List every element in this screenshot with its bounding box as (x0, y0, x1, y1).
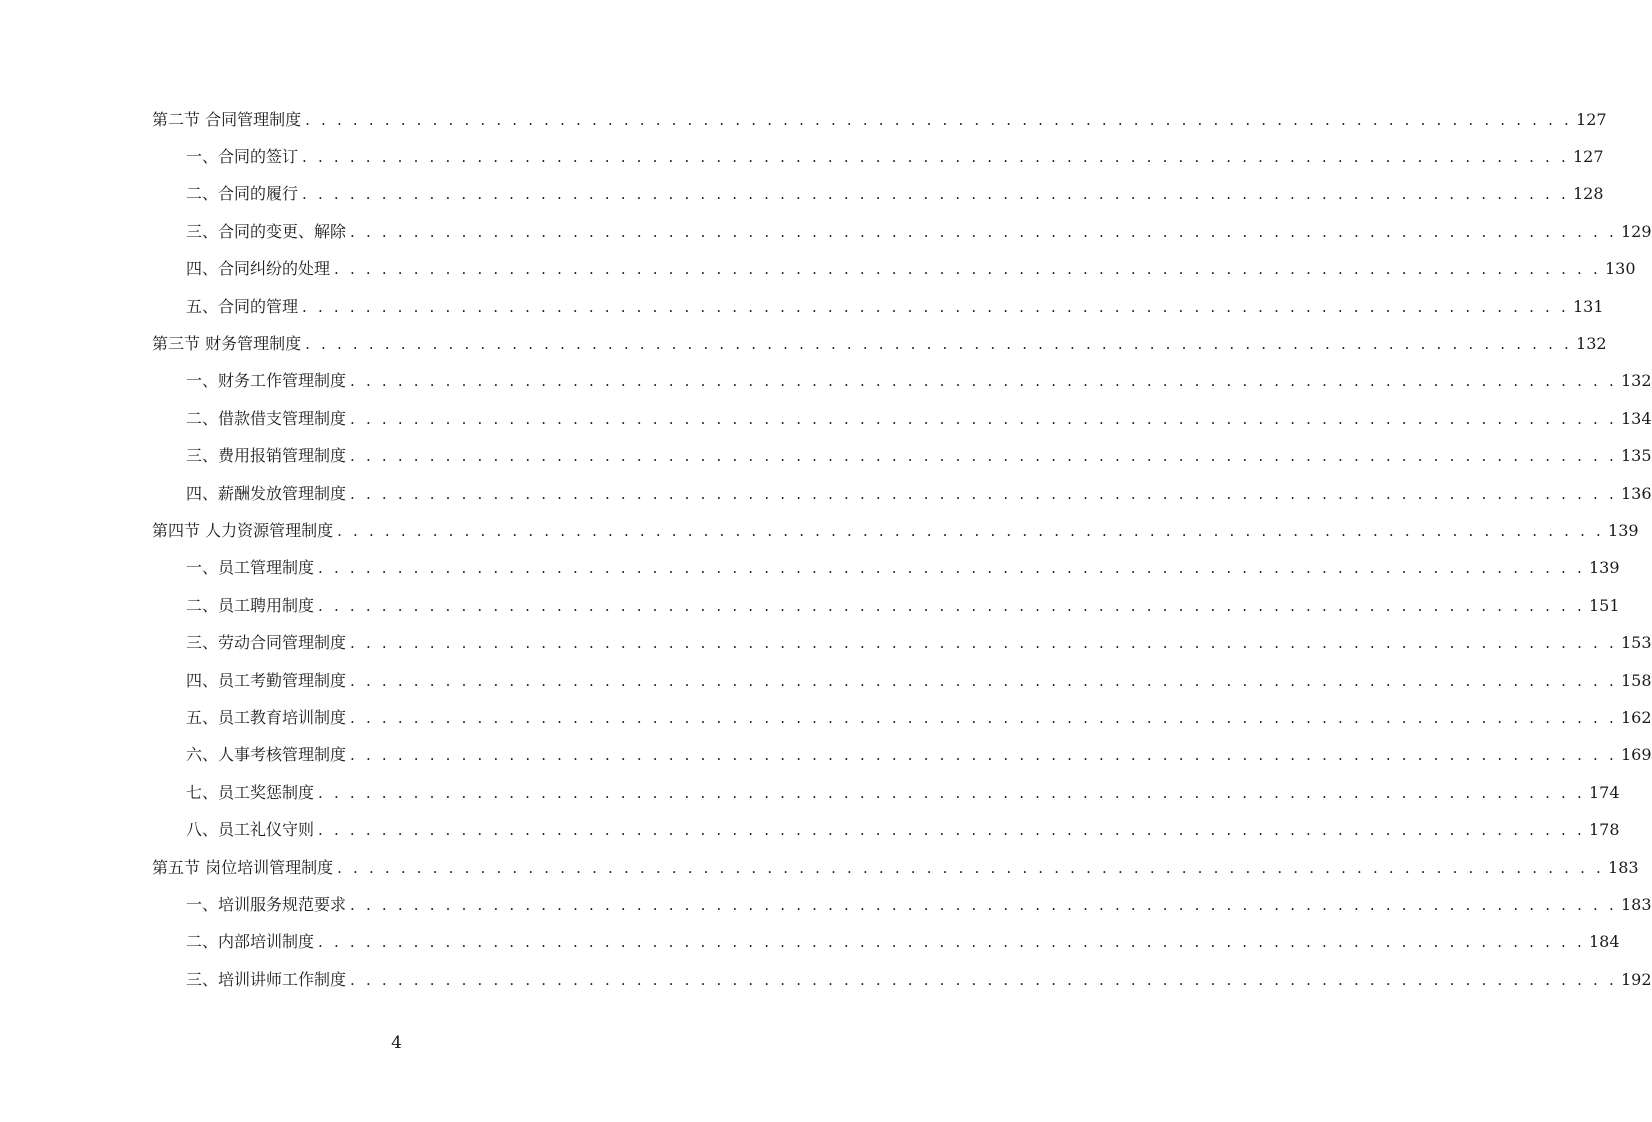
toc-entry-label: 三、费用报销管理制度 (186, 446, 347, 466)
toc-page-number: 139 (1608, 520, 1639, 540)
toc-page-number: 192 (1620, 969, 1652, 989)
toc-entry-label: 第三节 财务管理制度 (152, 334, 302, 354)
toc-leader-dots: . . . . . . . . . . . . . . . . . . . . . . . . . . . . . . . . . . . . . . . . . . . . . . . . . . . . . . . . . . . . . . . . . . . . . . . . . . . . . . . . (350, 671, 1617, 690)
toc-section-row[interactable] (0, 512, 1639, 549)
toc-page-number: 136 (1620, 483, 1652, 503)
toc-entry-label: 一、员工管理制度 (186, 558, 315, 578)
toc-leader-dots: . . . . . . . . . . . . . . . . . . . . . . . . . . . . . . . . . . . . . . . . . . . . . . . . . . . . . . . . . . . . . . . . . . . . . . . . . . . . . . . . (318, 596, 1585, 615)
page-number: 4 (391, 1033, 402, 1053)
toc-leader-dots: . . . . . . . . . . . . . . . . . . . . . . . . . . . . . . . . . . . . . . . . . . . . . . . . . . . . . . . . . . . . . . . . . . . . . . . . . . . . . . . . (318, 933, 1585, 952)
toc-entry-label: 五、员工教育培训制度 (186, 707, 347, 727)
toc-page-number: 153 (1620, 633, 1652, 653)
toc-entry-label: 二、借款借支管理制度 (186, 408, 347, 428)
toc-leader-dots: . . . . . . . . . . . . . . . . . . . . . . . . . . . . . . . . . . . . . . . . . . . . . . . . . . . . . . . . . . . . . . . . . . . . . . . . . . . . . . . . (350, 372, 1617, 391)
toc-page-number: 178 (1588, 820, 1620, 840)
toc-entry-label: 八、员工礼仪守则 (186, 820, 315, 840)
toc-leader-dots: . . . . . . . . . . . . . . . . . . . . . . . . . . . . . . . . . . . . . . . . . . . . . . . . . . . . . . . . . . . . . . . . . . . . . . . . . . . . . . . . (334, 260, 1601, 279)
toc-leader-dots: . . . . . . . . . . . . . . . . . . . . . . . . . . . . . . . . . . . . . . . . . . . . . . . . . . . . . . . . . . . . . . . . . . . . . . . . . . . . . . . . (318, 559, 1585, 578)
toc-section-row[interactable] (0, 849, 1639, 886)
toc-entry-label: 一、合同的签订 (186, 147, 299, 167)
toc-entry-label: 四、员工考勤管理制度 (186, 670, 347, 690)
toc-page-number: 127 (1572, 147, 1604, 167)
toc-leader-dots: . . . . . . . . . . . . . . . . . . . . . . . . . . . . . . . . . . . . . . . . . . . . . . . . . . . . . . . . . . . . . . . . . . . . . . . . . . . . . . . . (350, 447, 1617, 466)
toc-page-number: 158 (1620, 670, 1652, 690)
toc-item-row[interactable] (0, 213, 1652, 250)
toc-leader-dots: . . . . . . . . . . . . . . . . . . . . . . . . . . . . . . . . . . . . . . . . . . . . . . . . . . . . . . . . . . . . . . . . . . . . . . . . . . . . . . . . (318, 783, 1585, 802)
toc-leader-dots: . . . . . . . . . . . . . . . . . . . . . . . . . . . . . . . . . . . . . . . . . . . . . . . . . . . . . . . . . . . . . . . . . . . . . . . . . . . . . . . . (318, 821, 1585, 840)
toc-leader-dots: . . . . . . . . . . . . . . . . . . . . . . . . . . . . . . . . . . . . . . . . . . . . . . . . . . . . . . . . . . . . . . . . . . . . . . . . . . . . . . . . (350, 746, 1617, 765)
toc-leader-dots: . . . . . . . . . . . . . . . . . . . . . . . . . . . . . . . . . . . . . . . . . . . . . . . . . . . . . . . . . . . . . . . . . . . . . . . . . . . . . . . . (337, 521, 1605, 540)
toc-entry-label: 七、员工奖惩制度 (186, 782, 315, 802)
toc-item-row[interactable] (0, 475, 1652, 512)
toc-entry-label: 第四节 人力资源管理制度 (152, 520, 334, 540)
toc-entry-label: 三、培训讲师工作制度 (186, 969, 347, 989)
toc-leader-dots: . . . . . . . . . . . . . . . . . . . . . . . . . . . . . . . . . . . . . . . . . . . . . . . . . . . . . . . . . . . . . . . . . . . . . . . . . . . . . . . . (302, 148, 1569, 167)
toc-page-number: 128 (1572, 184, 1604, 204)
toc-item-row[interactable] (0, 550, 1620, 587)
toc-item-row[interactable] (0, 662, 1652, 699)
toc-item-row[interactable] (0, 400, 1652, 437)
toc-page-number: 132 (1576, 334, 1607, 354)
toc-leader-dots: . . . . . . . . . . . . . . . . . . . . . . . . . . . . . . . . . . . . . . . . . . . . . . . . . . . . . . . . . . . . . . . . . . . . . . . . . . . . . . . . (350, 708, 1617, 727)
toc-entry-label: 六、人事考核管理制度 (186, 745, 347, 765)
toc-leader-dots: . . . . . . . . . . . . . . . . . . . . . . . . . . . . . . . . . . . . . . . . . . . . . . . . . . . . . . . . . . . . . . . . . . . . . . . . . . . . . . . . (350, 895, 1617, 914)
toc-entry-label: 三、劳动合同管理制度 (186, 633, 347, 653)
toc-entry-label: 第五节 岗位培训管理制度 (152, 857, 334, 877)
toc-page-number: 135 (1620, 446, 1652, 466)
toc-item-row[interactable] (0, 811, 1620, 848)
toc-item-row[interactable] (0, 363, 1652, 400)
toc-item-row[interactable] (0, 924, 1620, 961)
toc-page-number: 169 (1620, 745, 1652, 765)
toc-leader-dots: . . . . . . . . . . . . . . . . . . . . . . . . . . . . . . . . . . . . . . . . . . . . . . . . . . . . . . . . . . . . . . . . . . . . . . . . . . . . . . . . (305, 335, 1573, 354)
toc-item-row[interactable] (0, 737, 1652, 774)
toc-entry-label: 二、员工聘用制度 (186, 595, 315, 615)
toc-page-number: 174 (1588, 782, 1620, 802)
toc-entry-label: 四、薪酬发放管理制度 (186, 483, 347, 503)
toc-entry-label: 一、财务工作管理制度 (186, 371, 347, 391)
toc-item-row[interactable] (0, 138, 1604, 175)
toc-page-number: 131 (1572, 296, 1604, 316)
toc-entry-label: 二、内部培训制度 (186, 932, 315, 952)
toc-page-number: 132 (1620, 371, 1652, 391)
toc-section-row[interactable] (0, 101, 1607, 138)
toc-entry-label: 五、合同的管理 (186, 296, 299, 316)
toc-item-row[interactable] (0, 176, 1604, 213)
toc-page-number: 183 (1608, 857, 1639, 877)
toc-page-number: 127 (1576, 109, 1607, 129)
toc-item-row[interactable] (0, 699, 1652, 736)
toc-page-number: 130 (1604, 259, 1636, 279)
table-of-contents (0, 101, 1652, 998)
toc-entry-label: 二、合同的履行 (186, 184, 299, 204)
toc-leader-dots: . . . . . . . . . . . . . . . . . . . . . . . . . . . . . . . . . . . . . . . . . . . . . . . . . . . . . . . . . . . . . . . . . . . . . . . . . . . . . . . . (305, 110, 1573, 129)
toc-item-row[interactable] (0, 886, 1652, 923)
toc-page-number: 134 (1620, 408, 1652, 428)
toc-item-row[interactable] (0, 251, 1636, 288)
toc-entry-label: 一、培训服务规范要求 (186, 894, 347, 914)
toc-entry-label: 第二节 合同管理制度 (152, 109, 302, 129)
toc-item-row[interactable] (0, 624, 1652, 661)
toc-entry-label: 三、合同的变更、解除 (186, 221, 347, 241)
toc-leader-dots: . . . . . . . . . . . . . . . . . . . . . . . . . . . . . . . . . . . . . . . . . . . . . . . . . . . . . . . . . . . . . . . . . . . . . . . . . . . . . . . . (350, 484, 1617, 503)
toc-page-number: 183 (1620, 894, 1652, 914)
toc-item-row[interactable] (0, 774, 1620, 811)
toc-page-number: 139 (1588, 558, 1620, 578)
toc-item-row[interactable] (0, 587, 1620, 624)
toc-leader-dots: . . . . . . . . . . . . . . . . . . . . . . . . . . . . . . . . . . . . . . . . . . . . . . . . . . . . . . . . . . . . . . . . . . . . . . . . . . . . . . . . (302, 297, 1569, 316)
toc-item-row[interactable] (0, 961, 1652, 998)
toc-page-number: 129 (1620, 221, 1652, 241)
toc-page-number: 162 (1620, 707, 1652, 727)
toc-section-row[interactable] (0, 325, 1607, 362)
toc-leader-dots: . . . . . . . . . . . . . . . . . . . . . . . . . . . . . . . . . . . . . . . . . . . . . . . . . . . . . . . . . . . . . . . . . . . . . . . . . . . . . . . . (350, 222, 1617, 241)
toc-page-number: 151 (1588, 595, 1620, 615)
toc-leader-dots: . . . . . . . . . . . . . . . . . . . . . . . . . . . . . . . . . . . . . . . . . . . . . . . . . . . . . . . . . . . . . . . . . . . . . . . . . . . . . . . . (350, 634, 1617, 653)
toc-page-number: 184 (1588, 932, 1620, 952)
toc-item-row[interactable] (0, 438, 1652, 475)
toc-item-row[interactable] (0, 288, 1604, 325)
toc-leader-dots: . . . . . . . . . . . . . . . . . . . . . . . . . . . . . . . . . . . . . . . . . . . . . . . . . . . . . . . . . . . . . . . . . . . . . . . . . . . . . . . . (350, 409, 1617, 428)
toc-leader-dots: . . . . . . . . . . . . . . . . . . . . . . . . . . . . . . . . . . . . . . . . . . . . . . . . . . . . . . . . . . . . . . . . . . . . . . . . . . . . . . . . (337, 858, 1605, 877)
toc-leader-dots: . . . . . . . . . . . . . . . . . . . . . . . . . . . . . . . . . . . . . . . . . . . . . . . . . . . . . . . . . . . . . . . . . . . . . . . . . . . . . . . . (350, 970, 1617, 989)
toc-entry-label: 四、合同纠纷的处理 (186, 259, 331, 279)
toc-leader-dots: . . . . . . . . . . . . . . . . . . . . . . . . . . . . . . . . . . . . . . . . . . . . . . . . . . . . . . . . . . . . . . . . . . . . . . . . . . . . . . . . (302, 185, 1569, 204)
